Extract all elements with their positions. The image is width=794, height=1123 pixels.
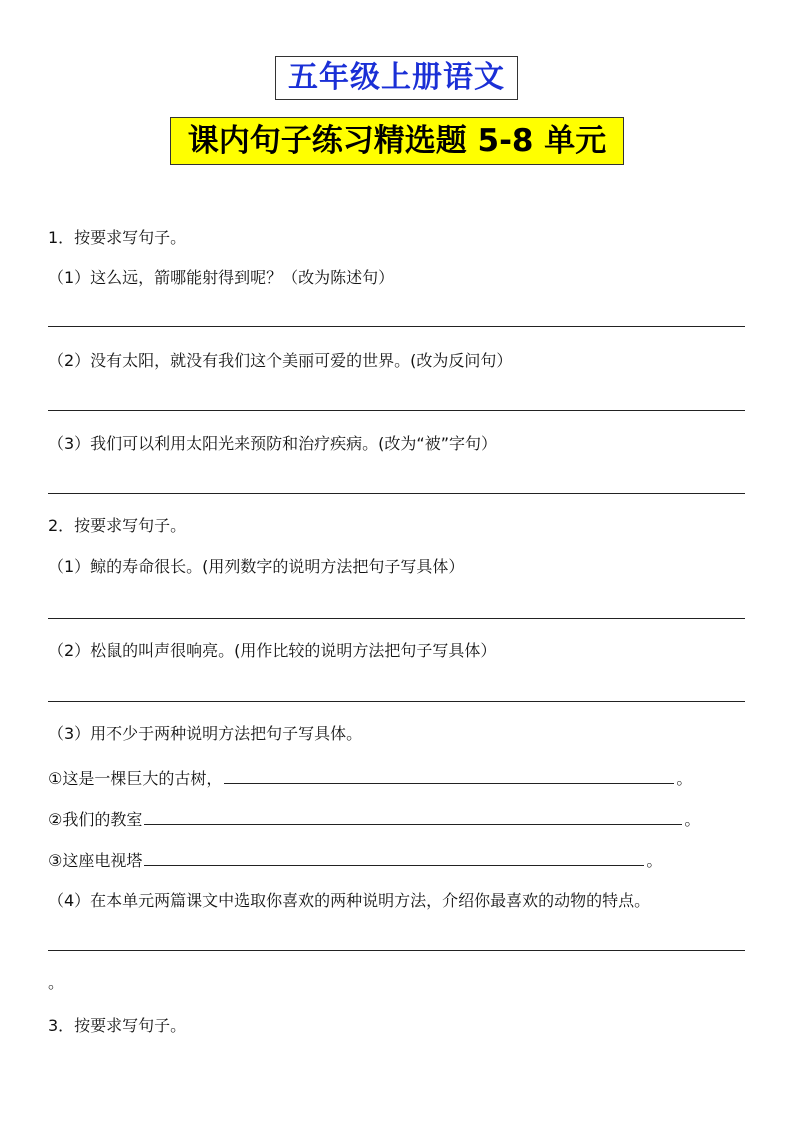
fill-item-3 — [48, 849, 662, 871]
answer-line-2-2[interactable] — [48, 701, 745, 702]
question-2-1: （1）鲸的寿命很长。(用列数字的说明方法把句子写具体） — [48, 557, 465, 576]
fill-item-1-end: 。 — [676, 769, 693, 788]
section-1-heading: 1．按要求写句子。 — [48, 228, 187, 247]
question-2-3: （3）用不少于两种说明方法把句子写具体。 — [48, 724, 363, 743]
fill-item-2-end: 。 — [684, 810, 701, 829]
fill-item-2-text: ②我们的教室 — [48, 810, 143, 829]
answer-line-1-3[interactable] — [48, 493, 745, 494]
question-1-3: （3）我们可以利用太阳光来预防和治疗疾病。(改为“被”字句） — [48, 434, 498, 453]
answer-line-2-1[interactable] — [48, 618, 745, 619]
page-subtitle: 课内句子练习精选题 5-8 单元 — [170, 117, 624, 165]
fill-item-1-text: ①这是一棵巨大的古树， — [48, 769, 223, 788]
fill-blank-2[interactable] — [144, 808, 682, 825]
question-2-4-end: 。 — [48, 973, 65, 992]
answer-line-1-2[interactable] — [48, 410, 745, 411]
fill-item-3-text: ③这座电视塔 — [48, 851, 143, 870]
fill-item-3-end: 。 — [646, 851, 663, 870]
question-2-2: （2）松鼠的叫声很响亮。(用作比较的说明方法把句子写具体） — [48, 641, 497, 660]
question-1-1: （1）这么远，箭哪能射得到呢？（改为陈述句） — [48, 268, 395, 287]
section-3-heading: 3．按要求写句子。 — [48, 1016, 187, 1035]
fill-blank-1[interactable] — [224, 767, 674, 784]
page-title: 五年级上册语文 — [275, 56, 518, 100]
fill-blank-3[interactable] — [144, 849, 644, 866]
fill-item-2 — [48, 808, 700, 830]
section-2-heading: 2．按要求写句子。 — [48, 516, 187, 535]
question-1-2: （2）没有太阳，就没有我们这个美丽可爱的世界。(改为反问句） — [48, 351, 513, 370]
question-2-4: （4）在本单元两篇课文中选取你喜欢的两种说明方法，介绍你最喜欢的动物的特点。 — [48, 891, 651, 910]
fill-item-1 — [48, 767, 692, 789]
answer-line-1-1[interactable] — [48, 326, 745, 327]
answer-line-2-4[interactable] — [48, 950, 745, 951]
